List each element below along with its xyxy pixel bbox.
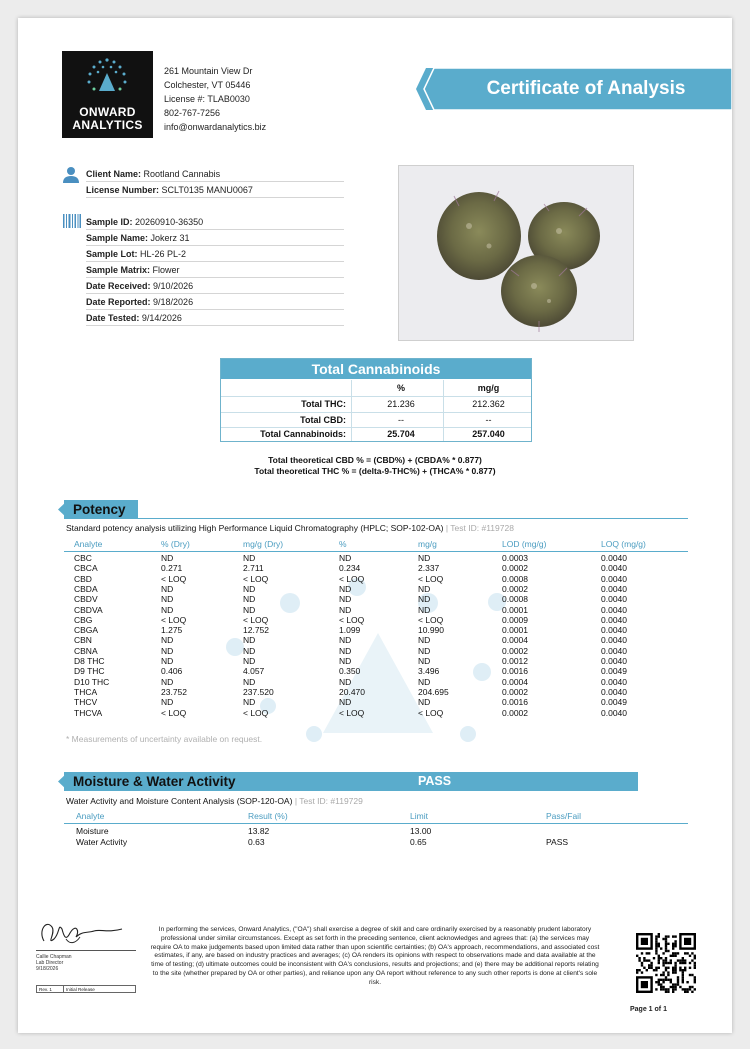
potency-cell: ND — [161, 635, 174, 646]
potency-cell: 204.695 — [418, 686, 449, 697]
potency-cell: 237.520 — [243, 686, 274, 697]
address-email: info@onwardanalytics.biz — [164, 122, 267, 132]
potency-cell: ND — [161, 676, 174, 687]
potency-cell: 20.470 — [339, 686, 365, 697]
potency-cell: CBDVA — [74, 604, 103, 615]
sample-name-value: Jokerz 31 — [150, 233, 190, 243]
potency-cell: 0.0040 — [601, 594, 627, 605]
client-name-label: Client Name: — [86, 169, 142, 179]
tc-row-pct: 21.236 — [387, 399, 415, 409]
sample-lot-row — [86, 246, 344, 262]
potency-cell: ND — [418, 676, 431, 687]
potency-cell: < LOQ — [339, 707, 365, 718]
potency-cell: D8 THC — [74, 656, 105, 666]
potency-cell: 2.337 — [418, 563, 440, 574]
potency-cell: 0.0040 — [601, 573, 627, 584]
potency-cell: 0.0002 — [502, 686, 528, 697]
person-icon — [62, 166, 80, 184]
potency-cell: CBN — [74, 635, 92, 646]
potency-cell: 1.275 — [161, 625, 183, 636]
potency-cell: ND — [243, 583, 256, 594]
license-number-value: SCLT0135 MANU0067 — [161, 185, 253, 195]
revision-label: Initial Release — [66, 987, 95, 992]
address-license: License #: TLAB0030 — [164, 94, 250, 104]
potency-cell: 0.0003 — [502, 553, 528, 563]
potency-cell: ND — [418, 697, 431, 708]
potency-cell: 0.0040 — [601, 676, 627, 687]
potency-cell: 12.752 — [243, 625, 269, 636]
potency-cell: ND — [418, 645, 431, 656]
potency-cell: ND — [418, 635, 431, 646]
potency-cell: ND — [339, 656, 352, 666]
sample-photo — [398, 165, 634, 341]
potency-title: Potency — [73, 502, 126, 517]
potency-cell: ND — [161, 656, 174, 666]
potency-cell: < LOQ — [243, 573, 269, 584]
potency-cell: ND — [339, 635, 352, 646]
potency-cell: ND — [161, 583, 174, 594]
potency-cell: CBC — [74, 553, 92, 563]
client-name-value: Rootland Cannabis — [143, 169, 221, 179]
moisture-method: Water Activity and Moisture Content Analysis (SOP-120-OA) — [66, 796, 293, 806]
moisture-col-header: Analyte — [76, 811, 105, 821]
tc-row-label: Total CBD: — [300, 415, 346, 425]
formula-thc: Total theoretical THC % = (delta-9-THC%) + (THCA% * 0.877) — [254, 466, 496, 476]
potency-cell: 0.406 — [161, 666, 183, 677]
potency-cell: 0.350 — [339, 666, 361, 677]
potency-subtitle — [66, 523, 514, 533]
certificate-page — [18, 18, 732, 1033]
potency-cell: ND — [339, 645, 352, 656]
client-name-row — [86, 166, 344, 182]
potency-cell: < LOQ — [339, 573, 365, 584]
potency-cell: ND — [243, 635, 256, 646]
potency-cell: 0.0040 — [601, 656, 627, 666]
potency-col-header: LOQ (mg/g) — [601, 539, 646, 549]
potency-cell: ND — [339, 697, 352, 708]
potency-cell: 10.990 — [418, 625, 444, 636]
potency-cell: D10 THC — [74, 676, 110, 687]
tc-row-label: Total THC: — [301, 399, 346, 409]
potency-cell: CBGA — [74, 625, 99, 636]
moisture-test-id: | Test ID: #119729 — [294, 796, 363, 806]
lab-address — [164, 64, 266, 134]
page-title: Certificate of Analysis — [486, 78, 686, 99]
moisture-cell: PASS — [546, 837, 569, 847]
license-number-row — [86, 182, 344, 198]
revision-box — [36, 985, 136, 993]
date-received-value: 9/10/2026 — [153, 281, 194, 291]
moisture-cell: 13.00 — [410, 826, 432, 836]
potency-cell: < LOQ — [418, 614, 444, 625]
potency-cell: ND — [161, 645, 174, 656]
potency-col-header: mg/g — [418, 539, 437, 549]
potency-col-header: % (Dry) — [161, 539, 190, 549]
potency-cell: 0.0001 — [502, 604, 528, 615]
total-cannabinoids-title: Total Cannabinoids — [221, 359, 531, 379]
moisture-cell: 0.63 — [248, 837, 265, 847]
moisture-title: Moisture & Water Activity — [73, 774, 236, 789]
sample-matrix-row — [86, 262, 344, 278]
potency-cell: ND — [161, 553, 174, 563]
potency-header-arrow — [58, 500, 68, 519]
date-reported-value: 9/18/2026 — [153, 297, 194, 307]
potency-cell: 0.0040 — [601, 686, 627, 697]
potency-cell: THCV — [74, 697, 98, 708]
sample-matrix-value: Flower — [152, 265, 180, 275]
potency-col-header: Analyte — [74, 539, 103, 549]
moisture-cell: 0.65 — [410, 837, 427, 847]
sample-lot-value: HL-26 PL-2 — [140, 249, 187, 259]
logo-line1: ONWARD — [79, 105, 136, 119]
moisture-cell: Water Activity — [76, 837, 128, 847]
potency-cell: 0.0004 — [502, 676, 528, 687]
signer-name: Callie Chapman — [36, 954, 72, 960]
sample-name-row — [86, 230, 344, 246]
tc-col-mgg: mg/g — [477, 383, 500, 393]
potency-cell: 0.0040 — [601, 604, 627, 615]
sample-name-label: Sample Name: — [86, 233, 149, 243]
revision-number: Rev. 1 — [39, 987, 52, 992]
potency-cell: < LOQ — [339, 614, 365, 625]
potency-cell: < LOQ — [418, 707, 444, 718]
barcode-icon — [63, 214, 81, 228]
address-city: Colchester, VT 05446 — [164, 80, 251, 90]
tc-row-pct: -- — [398, 415, 404, 425]
potency-cell: < LOQ — [161, 707, 187, 718]
signer-title: Lab Director — [36, 960, 64, 966]
signature-image — [36, 913, 126, 953]
potency-cell: ND — [418, 656, 431, 666]
potency-cell: CBD — [74, 573, 92, 584]
sample-id-row — [86, 214, 344, 230]
tc-col-pct: % — [396, 383, 405, 393]
company-logo — [62, 51, 153, 138]
license-number-label: License Number: — [86, 185, 160, 195]
potency-cell: ND — [161, 604, 174, 615]
sample-id-value: 20260910-36350 — [135, 217, 204, 227]
potency-cell: CBG — [74, 614, 93, 625]
potency-method: Standard potency analysis utilizing High Performance Liquid Chromatography (HPLC; SOP-102-OA) — [66, 523, 444, 533]
potency-cell: 0.0008 — [502, 573, 528, 584]
potency-cell: ND — [418, 604, 431, 615]
date-tested-label: Date Tested: — [86, 313, 140, 323]
moisture-header-arrow — [58, 772, 68, 791]
potency-cell: 0.0040 — [601, 583, 627, 594]
potency-cell: ND — [339, 553, 352, 563]
potency-cell: ND — [161, 594, 174, 605]
address-phone: 802-767-7256 — [164, 108, 221, 118]
potency-cell: CBDA — [74, 583, 98, 594]
potency-cell: ND — [339, 676, 352, 687]
potency-cell: THCA — [74, 686, 98, 697]
potency-cell: < LOQ — [243, 614, 269, 625]
tc-row-label: Total Cannabinoids: — [260, 429, 346, 439]
potency-cell: ND — [243, 676, 256, 687]
potency-cell: 0.271 — [161, 563, 183, 574]
formula-cbd: Total theoretical CBD % = (CBD%) + (CBDA% * 0.877) — [268, 455, 482, 465]
potency-cell: 0.0008 — [502, 594, 528, 605]
potency-cell: ND — [339, 604, 352, 615]
legal-disclaimer: In performing the services, Onward Analytics, ("OA") shall exercise a degree of skill and care ordinarily exercised by a reasonably prudent laboratory professional under similar circumstances. Except as set forth in the preceding sentence, client acknowledges and agrees that: (a) the services may require OA to make judgements based upon limited data rather than upon scientific certainties; (b) OA's approach, recommendations, and associated cost estimates, if any, are based on industry practices and averages; (c) OA renders its opinions with respect to observations made and data available at the time of testing; (d) ultimate outcomes could be inconsistent with OA's conclusions, results and projections; and (e) there may be additional reports relating to the site (whether prepared by OA or other parties), and reliance upon any OA report without reference to any such other reports is done at client's sole risk. — [150, 926, 600, 986]
logo-line2: ANALYTICS — [72, 118, 143, 132]
potency-cell: < LOQ — [161, 614, 187, 625]
coa-banner — [416, 68, 732, 110]
tc-row-mgg: -- — [485, 415, 492, 425]
sample-id-label: Sample ID: — [86, 217, 133, 227]
date-received-row — [86, 278, 344, 294]
potency-cell: CBCA — [74, 563, 98, 574]
sample-lot-label: Sample Lot: — [86, 249, 138, 259]
potency-cell: ND — [243, 553, 256, 563]
potency-cell: 0.0009 — [502, 614, 528, 625]
potency-cell: 0.0012 — [502, 656, 528, 666]
moisture-col-header: Pass/Fail — [546, 811, 581, 821]
tc-row-mgg: 257.040 — [472, 429, 505, 439]
potency-cell: 1.099 — [339, 625, 361, 636]
potency-cell: 0.0040 — [601, 563, 627, 574]
potency-cell: 0.0002 — [502, 645, 528, 656]
moisture-cell: Moisture — [76, 826, 109, 836]
date-tested-value: 9/14/2026 — [141, 313, 182, 323]
potency-cell: 0.0040 — [601, 635, 627, 646]
potency-cell: 0.0040 — [601, 625, 627, 636]
moisture-status-badge: PASS — [418, 774, 452, 788]
potency-cell: D9 THC — [74, 666, 105, 677]
potency-cell: ND — [418, 553, 431, 563]
cannabis-flower-image — [399, 166, 633, 340]
date-tested-row — [86, 310, 344, 326]
date-reported-label: Date Reported: — [86, 297, 151, 307]
potency-cell: 0.0040 — [601, 707, 627, 718]
potency-cell: CBNA — [74, 645, 98, 656]
potency-cell: ND — [243, 697, 256, 708]
potency-cell: 0.0002 — [502, 583, 528, 594]
moisture-cell: 13.82 — [248, 826, 270, 836]
potency-cell: ND — [243, 594, 256, 605]
potency-cell: < LOQ — [418, 573, 444, 584]
potency-cell: 0.0040 — [601, 553, 627, 563]
potency-cell: 0.0040 — [601, 614, 627, 625]
potency-cell: 4.057 — [243, 666, 265, 677]
potency-cell: 0.0002 — [502, 563, 528, 574]
logo-dots-icon — [82, 55, 133, 101]
potency-col-header: LOD (mg/g) — [502, 539, 547, 549]
qr-code-icon[interactable] — [636, 933, 696, 993]
potency-cell: 0.0004 — [502, 635, 528, 646]
total-cannabinoids-table — [220, 358, 532, 442]
page-number: Page 1 of 1 — [630, 1006, 667, 1013]
moisture-col-header: Limit — [410, 811, 428, 821]
sample-matrix-label: Sample Matrix: — [86, 265, 151, 275]
date-reported-row — [86, 294, 344, 310]
potency-cell: 0.0049 — [601, 697, 627, 708]
potency-cell: 0.0002 — [502, 707, 528, 718]
potency-cell: 0.0001 — [502, 625, 528, 636]
potency-cell: 2.711 — [243, 563, 264, 574]
potency-cell: 0.0049 — [601, 666, 627, 677]
potency-cell: 0.0016 — [502, 666, 528, 677]
potency-cell: ND — [339, 583, 352, 594]
signer-date: 9/18/2026 — [36, 966, 59, 972]
potency-cell: 0.0040 — [601, 645, 627, 656]
tc-row-pct: 25.704 — [387, 429, 415, 439]
potency-cell: 0.234 — [339, 563, 361, 574]
potency-cell: ND — [243, 656, 256, 666]
potency-cell: ND — [161, 697, 174, 708]
date-received-label: Date Received: — [86, 281, 151, 291]
potency-cell: ND — [339, 594, 352, 605]
potency-cell: THCVA — [74, 707, 103, 718]
moisture-col-header: Result (%) — [248, 811, 288, 821]
potency-cell: ND — [243, 645, 256, 656]
potency-cell: 0.0016 — [502, 697, 528, 708]
potency-test-id: | Test ID: #119728 — [445, 523, 514, 533]
potency-cell: ND — [418, 583, 431, 594]
uncertainty-note: * Measurements of uncertainty available on request. — [66, 734, 263, 744]
potency-cell: CBDV — [74, 594, 98, 605]
potency-cell: 23.752 — [161, 686, 187, 697]
potency-cell: ND — [418, 594, 431, 605]
potency-col-header: % — [339, 539, 347, 549]
potency-cell: < LOQ — [161, 573, 187, 584]
moisture-subtitle — [66, 796, 363, 806]
potency-cell: < LOQ — [243, 707, 269, 718]
potency-cell: 3.496 — [418, 666, 440, 677]
address-street: 261 Mountain View Dr — [164, 66, 253, 76]
potency-cell: ND — [243, 604, 256, 615]
potency-col-header: mg/g (Dry) — [243, 539, 284, 549]
tc-row-mgg: 212.362 — [472, 399, 505, 409]
